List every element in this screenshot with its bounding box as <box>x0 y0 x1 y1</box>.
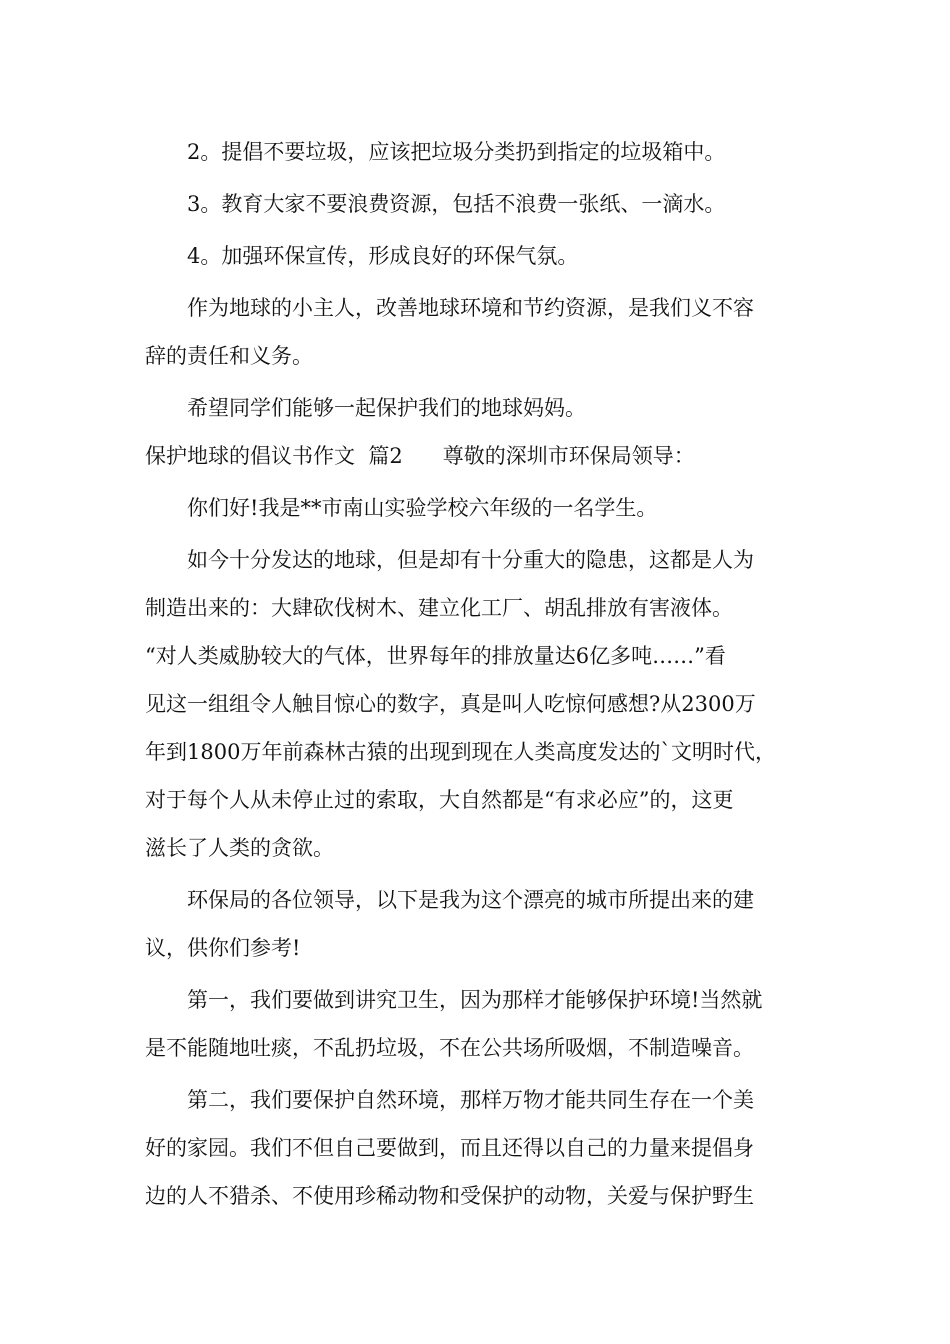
paragraph-second-suggestion <box>145 1076 825 1220</box>
line: 辞的责任和义务。 <box>145 344 313 368</box>
paragraph-hope: 希望同学们能够一起保护我们的地球妈妈。 <box>187 396 586 420</box>
line: 如今十分发达的地球，但是却有十分重大的隐患，这都是人为 <box>187 548 754 572</box>
line: 见这一组组令人触目惊心的数字，真是叫人吃惊何感想?从2300万 <box>145 692 756 716</box>
document-body <box>145 128 825 1220</box>
paragraph-earth-hazards <box>145 536 825 872</box>
paragraph-suggestions-intro <box>145 876 825 972</box>
line: 制造出来的：大肆砍伐树木、建立化工厂、胡乱排放有害液体。 <box>145 596 733 620</box>
paragraph-item-2: 2。提倡不要垃圾，应该把垃圾分类扔到指定的垃圾箱中。 <box>187 140 726 164</box>
line: 年到1800万年前森林古猿的出现到现在人类高度发达的`文明时代， <box>145 740 776 764</box>
line: 对于每个人从未停止过的索取，大自然都是“有求必应”的，这更 <box>145 788 734 812</box>
line: “对人类威胁较大的气体，世界每年的排放量达6亿多吨……”看 <box>145 644 726 668</box>
section-heading: 保护地球的倡议书作文 篇2 尊敬的深圳市环保局领导： <box>145 444 695 468</box>
line: 第一，我们要做到讲究卫生，因为那样才能够保护环境!当然就 <box>187 988 763 1012</box>
line: 第二，我们要保护自然环境，那样万物才能共同生存在一个美 <box>187 1088 754 1112</box>
paragraph-first-suggestion <box>145 976 825 1072</box>
line: 议，供你们参考! <box>145 936 301 960</box>
line: 环保局的各位领导，以下是我为这个漂亮的城市所提出来的建 <box>187 888 754 912</box>
line: 是不能随地吐痰，不乱扔垃圾，不在公共场所吸烟，不制造噪音。 <box>145 1036 754 1060</box>
line: 作为地球的小主人，改善地球环境和节约资源，是我们义不容 <box>187 296 754 320</box>
line: 滋长了人类的贪欲。 <box>145 836 334 860</box>
paragraph-greeting: 你们好!我是**市南山实验学校六年级的一名学生。 <box>187 496 658 520</box>
paragraph-item-3: 3。教育大家不要浪费资源，包括不浪费一张纸、一滴水。 <box>187 192 726 216</box>
paragraph-responsibility <box>145 284 825 380</box>
paragraph-item-4: 4。加强环保宣传，形成良好的环保气氛。 <box>187 244 579 268</box>
line: 边的人不猎杀、不使用珍稀动物和受保护的动物，关爱与保护野生 <box>145 1184 754 1208</box>
line: 好的家园。我们不但自己要做到，而且还得以自己的力量来提倡身 <box>145 1136 754 1160</box>
